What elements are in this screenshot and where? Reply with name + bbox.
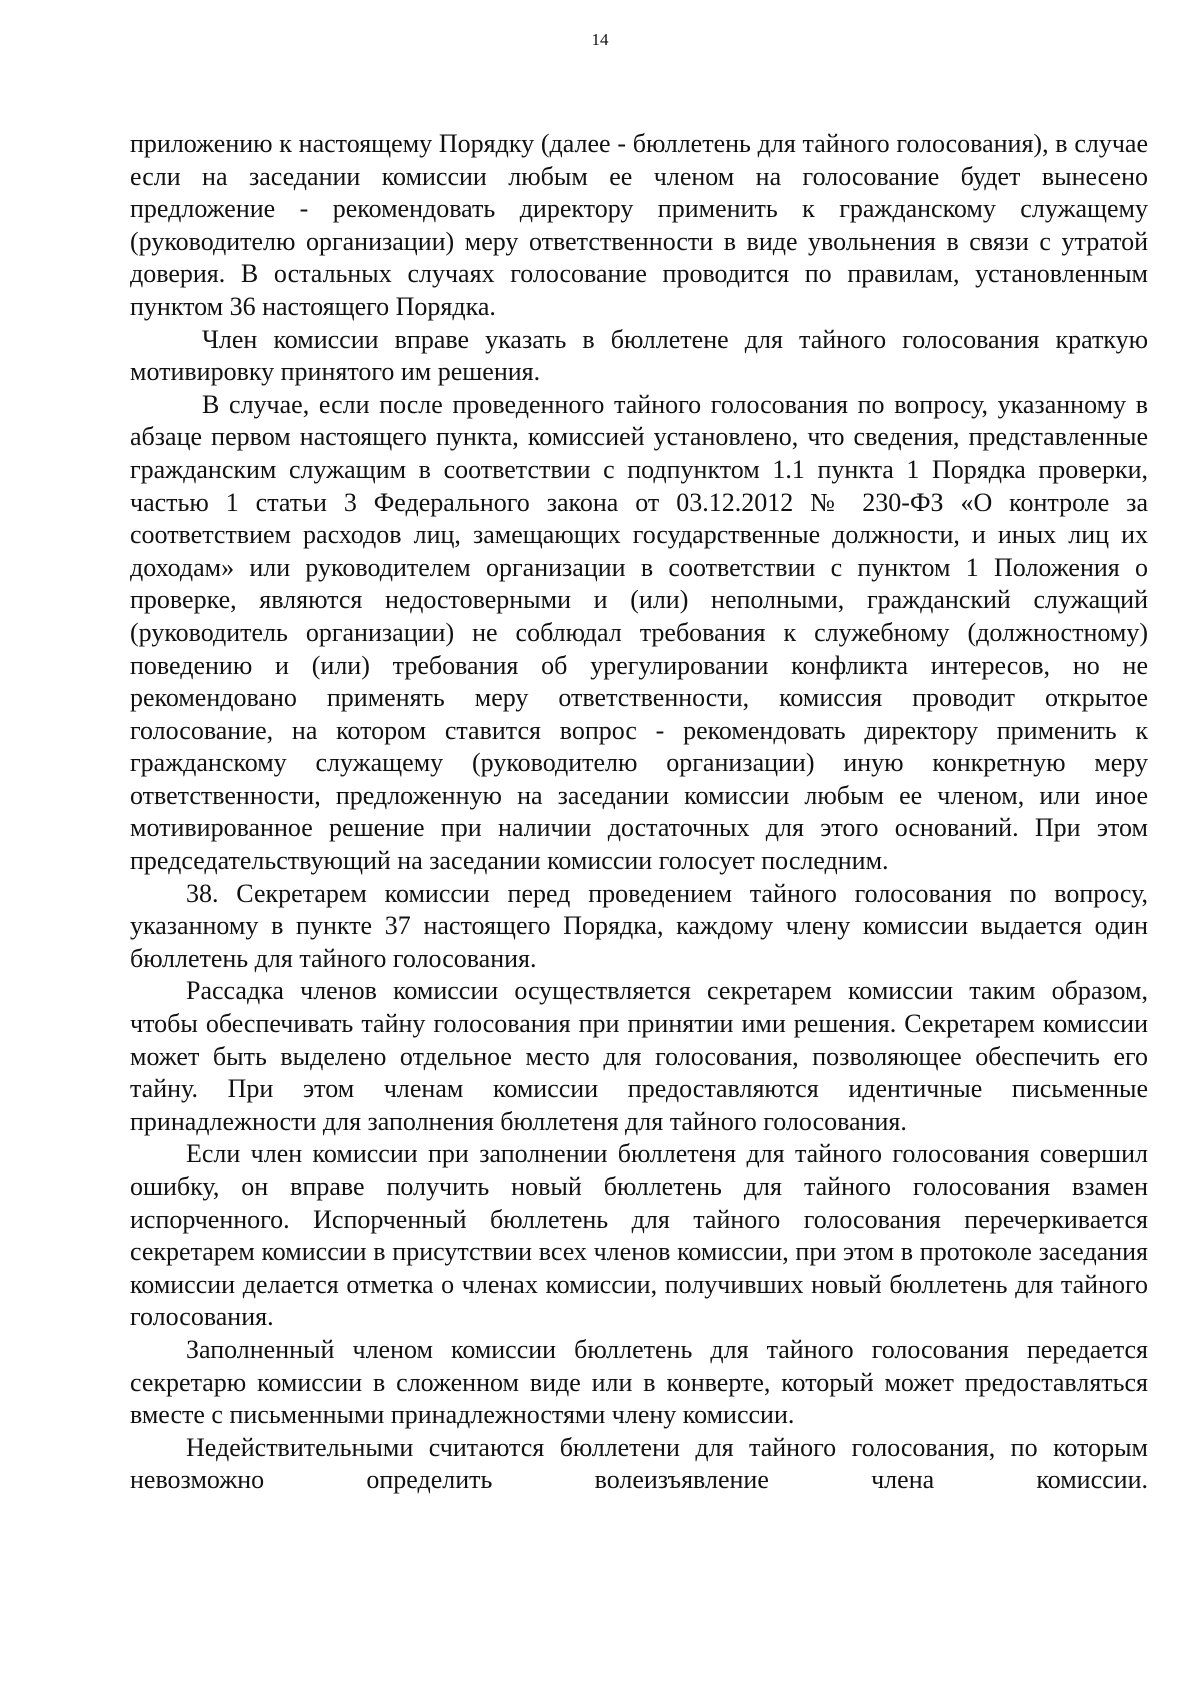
paragraph-spoiled-ballot: Если член комиссии при заполнении бюллетеня для тайного голосования совершил ошибку, он вправе получить новый бюллетень для тайного голосования взамен испорченного. Испорченный бюллетень для тайного голосования перечеркивается секретарем комиссии в присутствии всех членов комиссии, при этом в протоколе заседания комиссии делается отметка о членах комиссии, получивших новый бюллетень для тайного голосования. [130,1139,1148,1332]
paragraph-seating: Рассадка членов комиссии осуществляется секретарем комиссии таким образом, чтобы обеспечивать тайну голосования при принятии ими решения. Секретарем комиссии может быть выделено отдельное место для голосования, позволяющее обеспечить его тайну. При этом членам комиссии предоставляются идентичные письменные принадлежности для заполнения бюллетеня для тайного голосования. [130,976,1148,1136]
document-body [130,128,1148,1497]
paragraph-filled-ballot: Заполненный членом комиссии бюллетень для тайного голосования передается секретарю комиссии в сложенном виде или в конверте, который может предоставляться вместе с письменными принадлежностями члену комиссии. [130,1334,1148,1430]
page-number: 14 [591,30,609,49]
paragraph-member-motivation: Член комиссии вправе указать в бюллетене для тайного голосования краткую мотивировку принятого им решения. [130,324,1148,387]
paragraph-item-38: 38. Секретарем комиссии перед проведением тайного голосования по вопросу, указанному в пункте 37 настоящего Порядка, каждому члену комиссии выдается один бюллетень для тайного голосования. [130,878,1148,973]
paragraph-open-vote: В случае, если после проведенного тайного голосования по вопросу, указанному в абзаце первом настоящего пункта, комиссией установлено, что сведения, представленные гражданским служащим в соответствии с подпунктом 1.1 пункта 1 Порядка проверки, частью 1 статьи 3 Федерального закона от 03.12.2012 № 230-ФЗ «О контроле за соответствием расходов лиц, замещающих государственные должности, и иных лиц их доходам» или руководителем организации в соответствии с пунктом 1 Положения о проверке, являются недостоверными и (или) неполными, гражданский служащий (руководитель организации) не соблюдал требования к служебному (должностному) поведению и (или) требования об урегулировании конфликта интересов, но не рекомендовано применять меру ответственности, комиссия проводит открытое голосование, на котором ставится вопрос - рекомендовать директору применить к гражданскому служащему (руководителю организации) иную конкретную меру ответственности, предложенную на заседании комиссии любым ее членом, или иное мотивированное решение при наличии достаточных для этого оснований. При этом председательствующий на заседании комиссии голосует последним. [130,389,1148,876]
paragraph-ballot-intro: приложению к настоящему Порядку (далее - бюллетень для тайного голосования), в случае если на заседании комиссии любым ее членом на голосование будет вынесено предложение - рекомендовать директору применить к гражданскому служащему (руководителю организации) меру ответственности в виде увольнения в связи с утратой доверия. В остальных случаях голосование проводится по правилам, установленным пунктом 36 настоящего Порядка. [130,129,1148,321]
paragraph-invalid-ballots: Недействительными считаются бюллетени для тайного голосования, по которым невозможно определить волеизъявление члена комиссии. [130,1432,1148,1495]
